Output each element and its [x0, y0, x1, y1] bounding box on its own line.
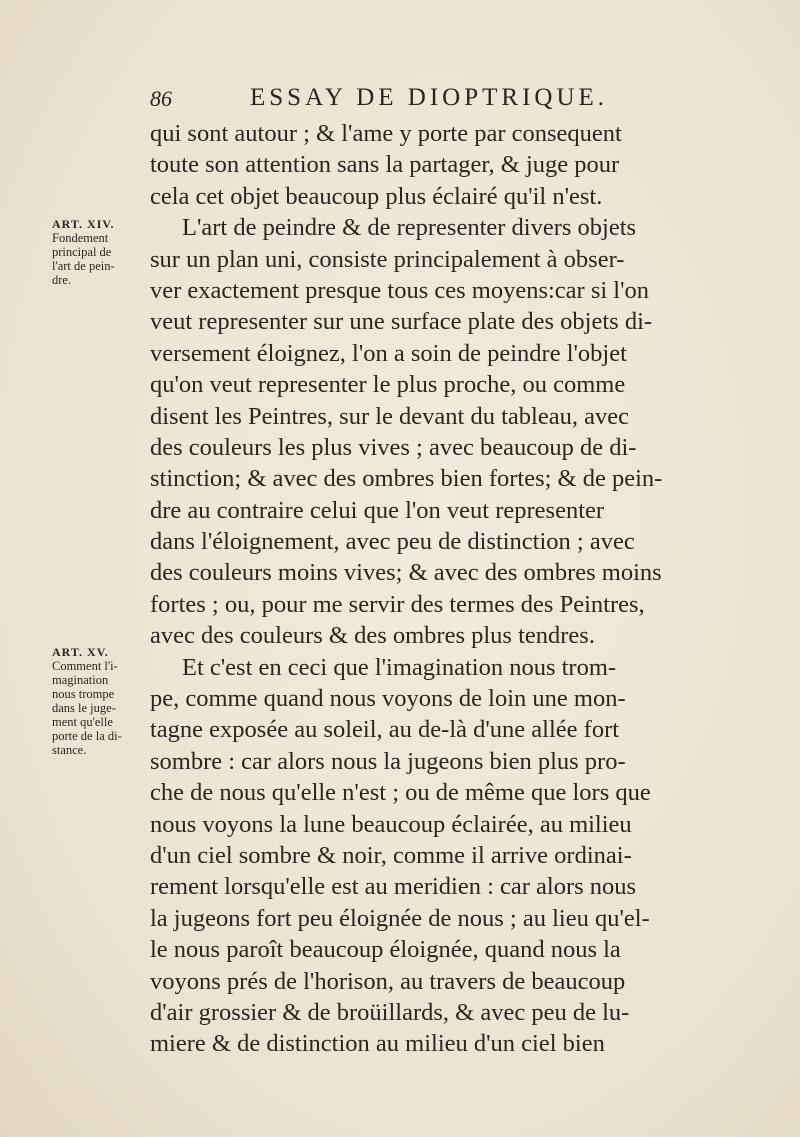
margin-note-line: stance.: [52, 743, 87, 757]
running-title: ESSAY DE DIOPTRIQUE.: [250, 84, 609, 111]
body-text: [150, 118, 710, 1060]
text-line: versement éloignez, l'on a soin de peindre l'objet: [150, 339, 627, 367]
text-line: des couleurs moins vives; & avec des ombres moins: [150, 559, 662, 587]
text-line: qui sont autour ; & l'ame y porte par consequent: [150, 120, 622, 147]
text-line: des couleurs les plus vives ; avec beaucoup de di-: [150, 433, 637, 461]
text-line: cela cet objet beaucoup plus éclairé qu'il n'est.: [150, 182, 603, 210]
text-line: le nous paroît beaucoup éloignée, quand nous la: [150, 936, 621, 964]
margin-note-line: Comment l'i-: [52, 659, 118, 673]
margin-note-line: Fondement: [52, 231, 109, 245]
text-line: che de nous qu'elle n'est ; ou de même que lors que: [150, 779, 651, 807]
text-line: ver exactement presque tous ces moyens:car si l'on: [150, 276, 650, 304]
margin-note-article: ART. XIV.: [52, 217, 115, 231]
page-number: 86: [150, 86, 172, 111]
margin-note-line: dre.: [52, 273, 72, 287]
margin-note-line: ment qu'elle: [52, 715, 113, 729]
text-line: nous voyons la lune beaucoup éclairée, au milieu: [150, 810, 632, 838]
text-line: disent les Peintres, sur le devant du tableau, avec: [150, 402, 629, 430]
margin-note-line: porte de la di-: [52, 729, 122, 743]
text-line: pe, comme quand nous voyons de loin une mon-: [150, 685, 626, 713]
text-line: d'air grossier & de broüillards, & avec peu de lu-: [150, 998, 630, 1026]
text-line: dre au contraire celui que l'on veut representer: [150, 496, 605, 524]
text-line: fortes ; ou, pour me servir des termes des Peintres,: [150, 590, 645, 618]
text-line: toute son attention sans la partager, & juge pour: [150, 151, 620, 179]
text-line: miere & de distinction au milieu d'un ciel bien: [150, 1030, 605, 1058]
text-line: veut representer sur une surface plate des objets di-: [150, 308, 653, 336]
text-line: voyons prés de l'horison, au travers de beaucoup: [150, 967, 626, 995]
text-line: tagne exposée au soleil, au de-là d'une allée fort: [150, 716, 620, 744]
margin-note-line: principal de: [52, 245, 112, 259]
text-line: rement lorsqu'elle est au meridien : car alors nous: [150, 873, 637, 901]
text-line: d'un ciel sombre & noir, comme il arrive ordinai-: [150, 841, 632, 869]
margin-note-line: nous trompe: [52, 687, 115, 701]
paragraph-start-line: L'art de peindre & de representer divers objets: [182, 214, 637, 242]
text-line: qu'on veut representer le plus proche, ou comme: [150, 371, 626, 399]
margin-note-line: l'art de pein-: [52, 259, 115, 273]
text-line: sombre : car alors nous la jugeons bien plus pro-: [150, 747, 626, 775]
text-line: dans l'éloignement, avec peu de distinction ; avec: [150, 528, 635, 556]
margin-note-art-xv: [52, 645, 144, 757]
margin-note-art-xiv: [52, 217, 144, 287]
margin-note-line: dans le juge-: [52, 701, 116, 715]
margin-note-article: ART. XV.: [52, 645, 109, 659]
text-line: la jugeons fort peu éloignée de nous ; au lieu qu'el-: [150, 904, 650, 932]
paragraph-start-line: Et c'est en ceci que l'imagination nous trom-: [182, 653, 617, 681]
text-line: avec des couleurs & des ombres plus tendres.: [150, 622, 595, 650]
text-line: stinction; & avec des ombres bien fortes; & de pein-: [150, 465, 663, 493]
page-header: [150, 84, 710, 118]
margin-note-line: magination: [52, 673, 109, 687]
text-line: sur un plan uni, consiste principalement à obser-: [150, 245, 625, 273]
